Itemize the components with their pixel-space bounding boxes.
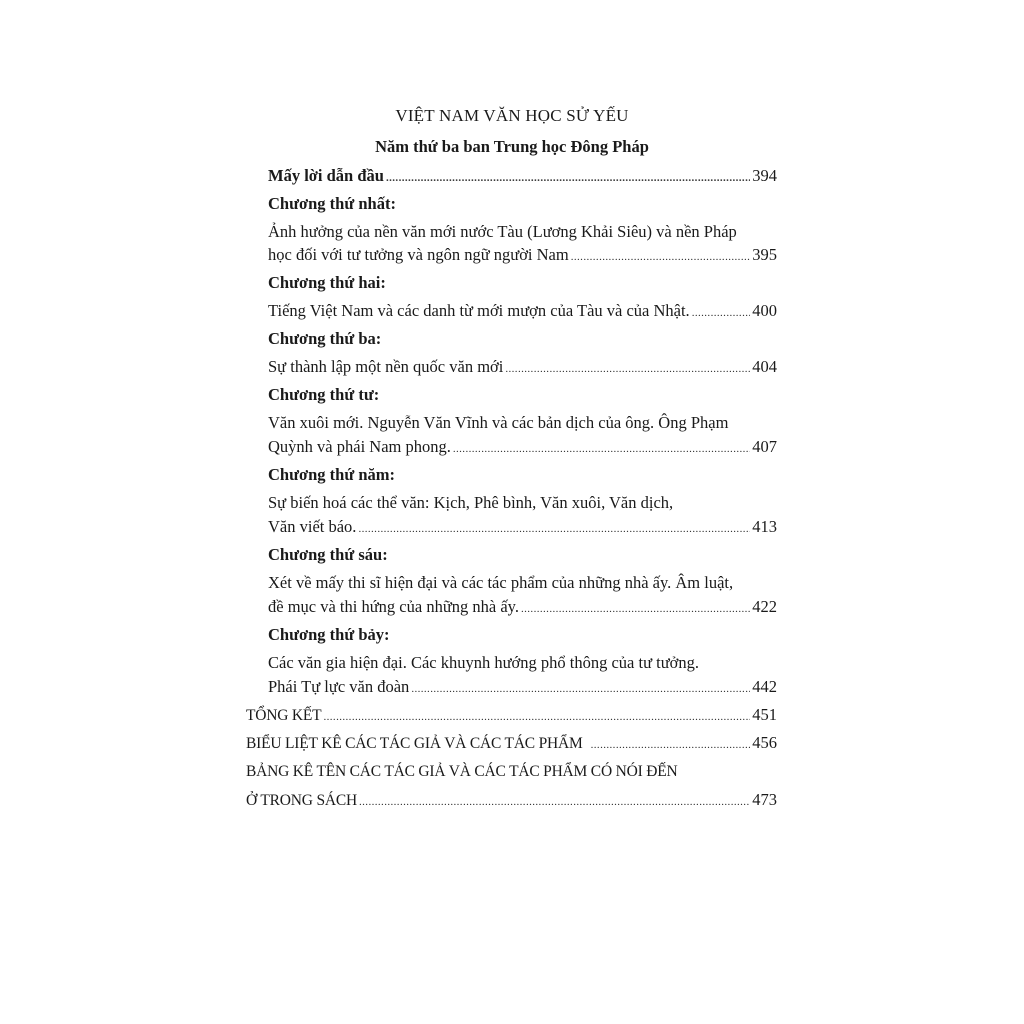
toc-entry-text: Sự thành lập một nền quốc văn mới [268, 357, 504, 376]
toc-page-number: 413 [752, 517, 777, 536]
toc-entry-text: Xét về mấy thi sĩ hiện đại và các tác phẩm của những nhà ấy. Âm luật, [268, 573, 734, 592]
leader-dots [359, 791, 750, 813]
leader-dots [591, 734, 751, 756]
toc-entry-ch2 [268, 300, 777, 322]
toc-entry-text: Văn viết báo. [268, 517, 357, 536]
leader-dots [386, 167, 750, 189]
toc-entry-summary [246, 704, 777, 726]
leader-dots [571, 246, 751, 268]
chapter-heading: Chương thứ sáu: [268, 545, 388, 564]
toc-entry-text: Các văn gia hiện đại. Các khuynh hướng phổ thông của tư tưởng. [268, 653, 700, 672]
book-title: VIỆT NAM VĂN HỌC SỬ YẾU [395, 106, 629, 125]
chapter-heading: Chương thứ bảy: [268, 625, 390, 644]
toc-entry-label: Mấy lời dẫn đầu [268, 166, 384, 185]
leader-dots [692, 302, 751, 324]
toc-entry-text: Ở TRONG SÁCH [246, 792, 357, 809]
book-subtitle: Năm thứ ba ban Trung học Đông Pháp [375, 137, 649, 156]
leader-dots [521, 598, 750, 620]
toc-entry-intro [268, 165, 777, 187]
toc-page-number: 407 [752, 437, 777, 456]
leader-dots [358, 518, 750, 540]
toc-page-number: 404 [752, 357, 777, 376]
toc-entry-ch7 [268, 676, 777, 698]
toc-entry-ch3 [268, 356, 777, 378]
toc-entry-ch6 [268, 596, 777, 618]
toc-page-number: 473 [752, 790, 777, 809]
toc-entry-text: Tiếng Việt Nam và các danh từ mới mượn của Tàu và của Nhật. [268, 301, 690, 320]
toc-entry-label: TỔNG KẾT [246, 707, 322, 724]
toc-entry-label: BIỂU LIỆT KÊ CÁC TÁC GIẢ VÀ CÁC TÁC PHẨM [246, 735, 583, 752]
toc-entry-text: đề mục và thi hứng của những nhà ấy. [268, 597, 519, 616]
toc-entry-text: Ảnh hưởng của nền văn mới nước Tàu (Lương Khải Siêu) và nền Pháp [268, 222, 737, 241]
chapter-heading: Chương thứ ba: [268, 329, 382, 348]
leader-dots [323, 706, 750, 728]
toc-entry-index [246, 789, 777, 811]
toc-entry-ch1 [268, 244, 777, 266]
toc-entry-ch4 [268, 436, 777, 458]
leader-dots [411, 678, 750, 700]
toc-entry-text: Phái Tự lực văn đoàn [268, 677, 410, 696]
chapter-heading: Chương thứ năm: [268, 465, 396, 484]
toc-entry-author-list [246, 732, 777, 754]
toc-page-number: 456 [752, 733, 777, 752]
leader-dots [453, 438, 750, 460]
toc-page-number: 400 [752, 301, 777, 320]
toc-page-number: 394 [752, 166, 777, 185]
toc-entry-ch5 [268, 516, 777, 538]
toc-entry-text: học đối với tư tưởng và ngôn ngữ người Nam [268, 245, 569, 264]
toc-entry-text: BẢNG KÊ TÊN CÁC TÁC GIẢ VÀ CÁC TÁC PHẨM CÓ NÓI ĐẾN [246, 763, 678, 780]
chapter-heading: Chương thứ hai: [268, 273, 386, 292]
toc-entry-text: Sự biến hoá các thể văn: Kịch, Phê bình, Văn xuôi, Văn dịch, [268, 493, 674, 512]
chapter-heading: Chương thứ tư: [268, 385, 380, 404]
toc-page-number: 451 [752, 705, 777, 724]
leader-dots [505, 358, 750, 380]
toc-page-number: 442 [752, 677, 777, 696]
toc-page-number: 422 [752, 597, 777, 616]
toc-entry-text: Quỳnh và phái Nam phong. [268, 437, 451, 456]
toc-page-number: 395 [752, 245, 777, 264]
toc-entry-text: Văn xuôi mới. Nguyễn Văn Vĩnh và các bản dịch của ông. Ông Phạm [268, 413, 729, 432]
chapter-heading: Chương thứ nhất: [268, 194, 396, 213]
